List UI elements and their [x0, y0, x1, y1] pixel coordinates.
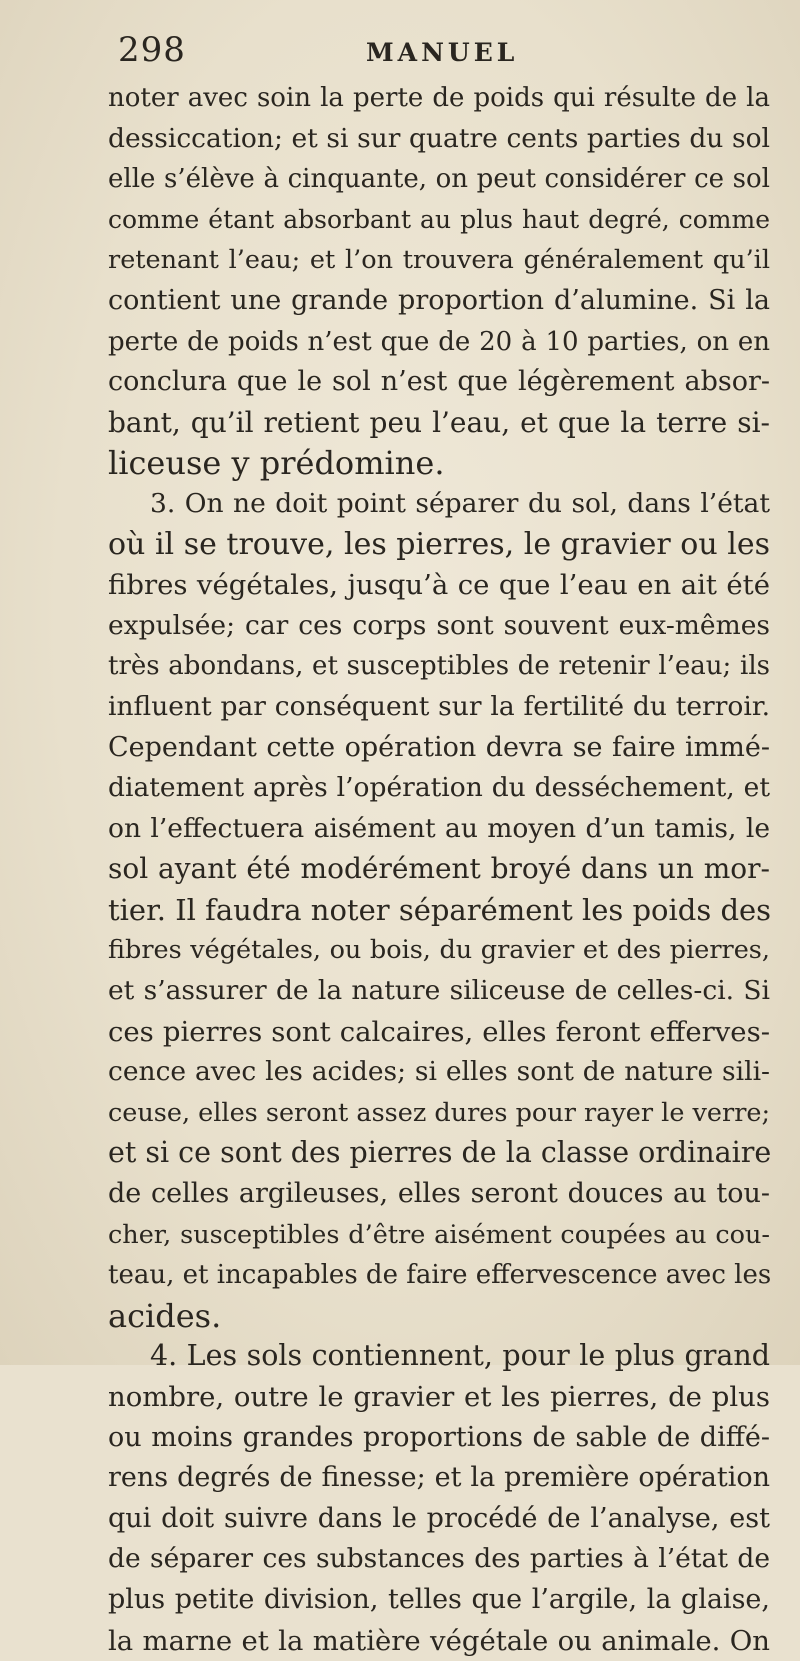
body-text	[108, 78, 770, 1661]
text-line: bant, qu’il retient peu l’eau, et que la terre si-	[108, 405, 770, 439]
page-header	[118, 30, 678, 70]
text-line: tier. Il faudra noter séparément les poids des	[108, 892, 772, 927]
text-line: 4. Les sols contiennent, pour le plus grand	[150, 1339, 770, 1373]
text-line: conclura que le sol n’est que légèrement absor-	[108, 366, 770, 398]
text-line: ou moins grandes proportions de sable de diffé-	[108, 1421, 770, 1453]
text-line: sol ayant été modérément broyé dans un mor-	[108, 852, 770, 886]
text-line: ceuse, elles seront assez dures pour rayer le verre;	[108, 1097, 771, 1128]
text-line: diatement après l’opération du desséchement, et	[108, 772, 770, 804]
text-line: comme étant absorbant au plus haut degré, comme	[108, 204, 770, 234]
text-line: où il se trouve, les pierres, le gravier ou les	[108, 526, 770, 562]
text-line: nombre, outre le gravier et les pierres, de plus	[108, 1381, 770, 1413]
text-line: dessiccation; et si sur quatre cents parties du sol	[108, 122, 770, 154]
text-line: noter avec soin la perte de poids qui résulte de la	[108, 83, 770, 113]
text-line: 3. On ne doit point séparer du sol, dans l’état	[150, 487, 770, 519]
text-line: acides.	[108, 1296, 222, 1335]
text-line: rens degrés de finesse; et la première opération	[108, 1462, 770, 1494]
text-line: la marne et la matière végétale ou animale. On	[108, 1624, 770, 1657]
text-line: de séparer ces substances des parties à l’état de	[108, 1543, 770, 1575]
text-line: cher, susceptibles d’être aisément coupées au cou-	[108, 1219, 770, 1250]
text-line: et s’assurer de la nature siliceuse de celles-ci. Si	[108, 975, 770, 1007]
page-number: 298	[118, 30, 186, 70]
text-line: contient une grande proportion d’alumine. Si la	[108, 284, 770, 316]
text-line: qui doit suivre dans le procédé de l’analyse, est	[108, 1502, 770, 1534]
text-line: expulsée; car ces corps sont souvent eux-mêmes	[108, 609, 770, 641]
text-line: ces pierres sont calcaires, elles feront efferves-	[108, 1015, 770, 1048]
text-line: on l’effectuera aisément au moyen d’un tamis, le	[108, 812, 770, 844]
text-line: retenant l’eau; et l’on trouvera généralement qu’il	[108, 245, 770, 276]
text-line: elle s’élève à cinquante, on peut considérer ce sol	[108, 164, 770, 195]
text-line: de celles argileuses, elles seront douces au tou-	[108, 1178, 770, 1210]
text-line: fibres végétales, jusqu’à ce que l’eau en ait été	[108, 569, 770, 602]
text-line: très abondans, et susceptibles de retenir l’eau; ils	[108, 651, 770, 682]
text-line: fibres végétales, ou bois, du gravier et des pierres,	[108, 935, 770, 966]
text-line: liceuse y prédomine.	[108, 444, 445, 483]
running-title: MANUEL	[366, 38, 519, 67]
text-line: teau, et incapables de faire effervescence avec les	[108, 1260, 772, 1291]
text-line: Cependant cette opération devra se faire immé-	[108, 731, 770, 763]
text-line: influent par conséquent sur la fertilité du terroir.	[108, 690, 770, 722]
text-line: plus petite division, telles que l’argile, la glaise,	[108, 1583, 770, 1615]
text-line: cence avec les acides; si elles sont de nature sili-	[108, 1056, 770, 1088]
text-line: perte de poids n’est que de 20 à 10 parties, on en	[108, 326, 770, 357]
text-line: et si ce sont des pierres de la classe ordinaire	[108, 1136, 772, 1170]
